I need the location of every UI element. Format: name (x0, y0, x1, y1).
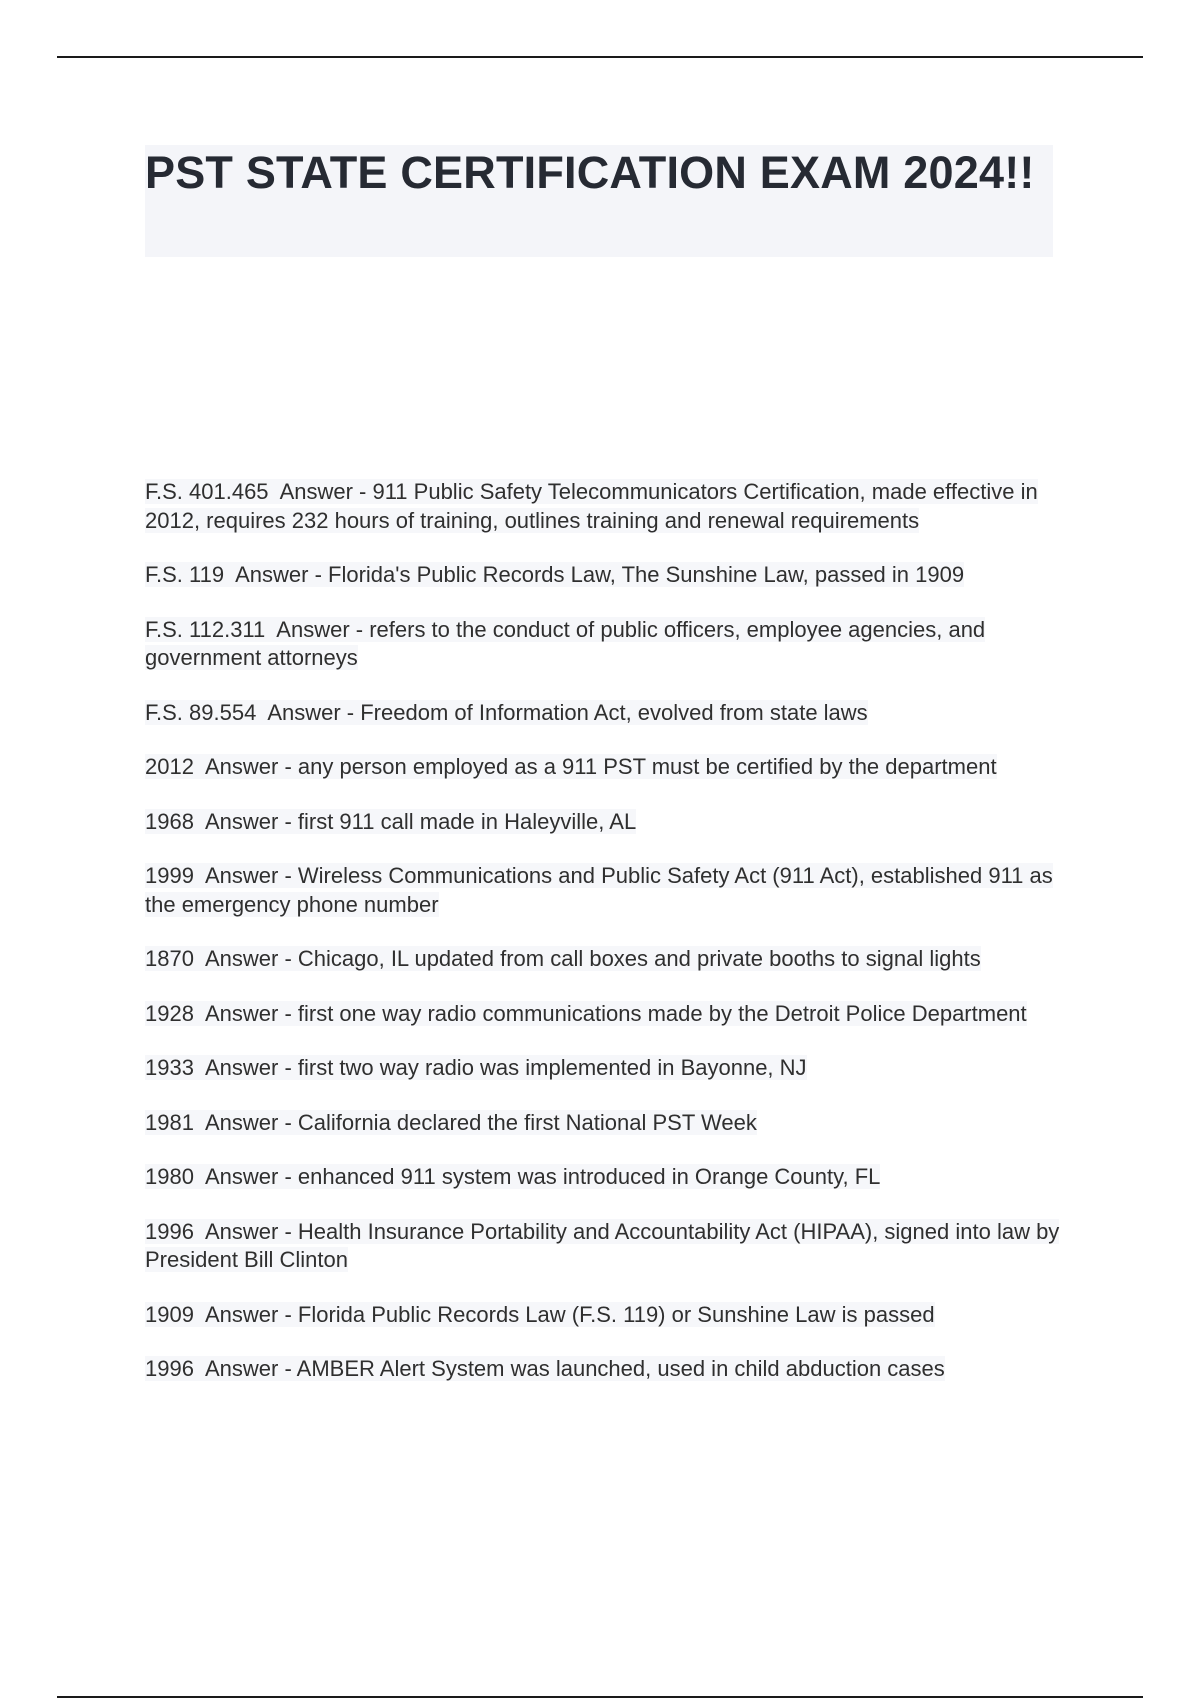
qa-item (145, 1054, 1065, 1083)
qa-item (145, 561, 1065, 590)
qa-item (145, 1163, 1065, 1192)
qa-term: 1996 (145, 1356, 194, 1381)
qa-item (145, 616, 1065, 673)
top-divider (57, 56, 1143, 58)
qa-item (145, 699, 1065, 728)
qa-list (145, 478, 1065, 1410)
qa-item (145, 1109, 1065, 1138)
qa-term: 1980 (145, 1164, 194, 1189)
page-title: PST STATE CERTIFICATION EXAM 2024!! (145, 147, 1035, 198)
qa-item (145, 753, 1065, 782)
qa-term: F.S. 119 (145, 562, 225, 587)
qa-item (145, 862, 1065, 919)
qa-answer: Answer - first two way radio was implemented in Bayonne, NJ (204, 1055, 807, 1080)
qa-item (145, 1355, 1065, 1384)
qa-term: 1909 (145, 1301, 194, 1327)
qa-answer: Answer - first one way radio communications made by the Detroit Police Department (204, 1000, 1027, 1026)
qa-answer: Answer - California declared the first National PST Week (204, 1109, 757, 1135)
qa-term: F.S. 401.465 (145, 479, 269, 504)
qa-answer: Answer - Health Insurance Portability and Accountability Act (HIPAA), signed into law by President Bill Clinton (145, 1218, 1060, 1272)
qa-term: 1981 (145, 1109, 194, 1135)
qa-item (145, 1218, 1065, 1275)
qa-answer: Answer - first 911 call made in Haleyville, AL (204, 808, 637, 834)
qa-term: 1870 (145, 946, 194, 971)
qa-answer: Answer - Chicago, IL updated from call boxes and private booths to signal lights (204, 946, 981, 971)
qa-term: 1933 (145, 1055, 194, 1080)
qa-item (145, 808, 1065, 837)
qa-answer: Answer - Freedom of Information Act, evolved from state laws (267, 699, 868, 725)
qa-item (145, 1000, 1065, 1029)
qa-answer: Answer - Wireless Communications and Public Safety Act (911 Act), established 911 as the emergency phone number (145, 863, 1053, 917)
qa-item (145, 945, 1065, 974)
qa-answer: Answer - enhanced 911 system was introduced in Orange County, FL (204, 1164, 881, 1189)
qa-item (145, 1301, 1065, 1330)
qa-term: F.S. 112.311 (145, 616, 266, 642)
bottom-divider (57, 1696, 1143, 1698)
qa-term: 1968 (145, 808, 194, 834)
qa-answer: Answer - refers to the conduct of public officers, employee agencies, and government attorneys (145, 616, 986, 670)
qa-item (145, 478, 1065, 535)
qa-term: 1996 (145, 1218, 194, 1244)
qa-term: F.S. 89.554 (145, 699, 257, 725)
title-block (145, 145, 1053, 257)
qa-answer: Answer - Florida Public Records Law (F.S. 119) or Sunshine Law is passed (204, 1301, 935, 1327)
qa-term: 1928 (145, 1000, 194, 1026)
qa-term: 1999 (145, 863, 194, 888)
qa-answer: Answer - any person employed as a 911 PST must be certified by the department (204, 754, 997, 779)
qa-term: 2012 (145, 754, 194, 779)
qa-answer: Answer - Florida's Public Records Law, The Sunshine Law, passed in 1909 (235, 562, 965, 587)
qa-answer: Answer - 911 Public Safety Telecommunicators Certification, made effective in 2012, requires 232 hours of training, outlines training and renewal requirements (145, 479, 1038, 533)
qa-answer: Answer - AMBER Alert System was launched, used in child abduction cases (204, 1356, 945, 1381)
